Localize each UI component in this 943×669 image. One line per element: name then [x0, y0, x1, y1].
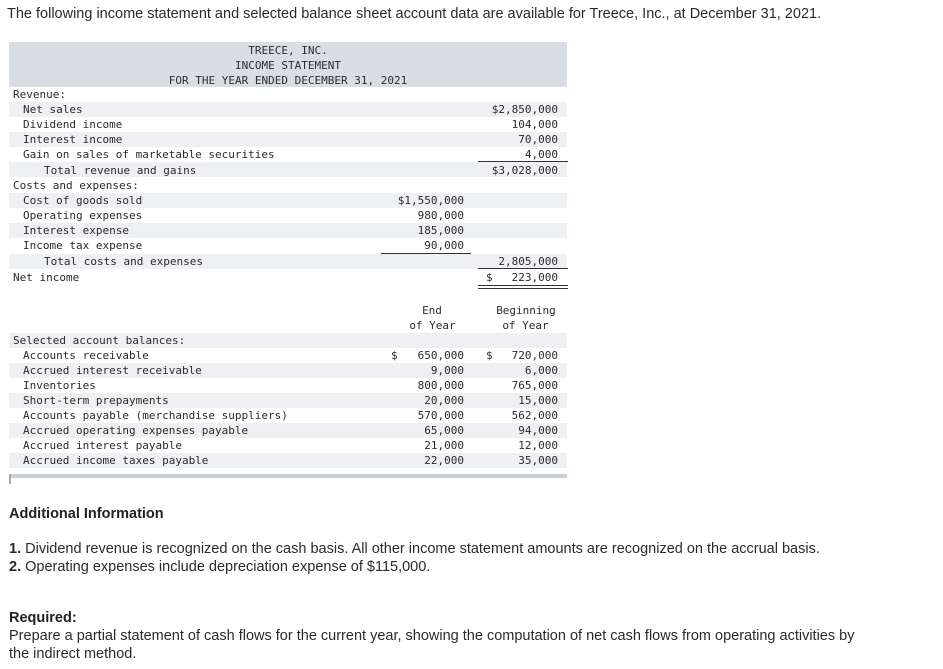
- balance-label: Short-term prepayments: [23, 394, 169, 407]
- total-revenue-label: Total revenue and gains: [44, 164, 197, 177]
- gain-securities-label: Gain on sales of marketable securities: [23, 148, 275, 161]
- additional-item-1: [9, 541, 820, 557]
- net-income-dollar: $: [486, 271, 493, 284]
- row-band: [9, 102, 567, 117]
- balance-end-value: 9,000: [430, 364, 464, 377]
- balance-end-value: 650,000: [417, 349, 464, 362]
- balance-beg-value: 6,000: [524, 364, 558, 377]
- additional-item-2: [9, 559, 430, 575]
- interest-expense-value: 185,000: [417, 224, 464, 237]
- end-dollar-sign: $: [391, 349, 398, 362]
- col-beg-header-2: of Year: [502, 319, 549, 332]
- balance-end-value: 21,000: [424, 439, 464, 452]
- balance-end-value: 22,000: [424, 454, 464, 467]
- interest-income-label: Interest income: [23, 133, 123, 146]
- balances-title: Selected account balances:: [13, 334, 186, 347]
- balance-label: Accounts payable (merchandise suppliers): [23, 409, 288, 422]
- balance-beg-value: 12,000: [518, 439, 558, 452]
- item-1-text: Dividend revenue is recognized on the cash basis. All other income statement amounts are recognized on the accrual basis.: [21, 541, 820, 557]
- item-2-number: 2.: [9, 559, 22, 575]
- required-line-1: Prepare a partial statement of cash flows for the current year, showing the computation of net cash flows from operating activities by: [9, 628, 855, 644]
- balance-beg-value: 720,000: [511, 349, 558, 362]
- table-bottom-edge: [9, 474, 11, 484]
- item-1-number: 1.: [9, 541, 22, 557]
- costs-subtotal-rule: [381, 253, 471, 254]
- tax-expense-value: 90,000: [424, 239, 464, 252]
- total-costs-value: 2,805,000: [498, 255, 558, 268]
- interest-income-value: 70,000: [518, 133, 558, 146]
- subtotal-rule: [478, 161, 568, 162]
- balance-label: Inventories: [23, 379, 96, 392]
- balance-end-value: 65,000: [424, 424, 464, 437]
- dividend-income-label: Dividend income: [23, 118, 123, 131]
- item-2-text: Operating expenses include depreciation expense of $115,000.: [21, 559, 431, 575]
- dividend-income-value: 104,000: [511, 118, 558, 131]
- required-title: Required:: [9, 610, 77, 626]
- opex-label: Operating expenses: [23, 209, 143, 222]
- net-sales-label: Net sales: [23, 103, 83, 116]
- col-beg-header-1: Beginning: [496, 304, 556, 317]
- cogs-label: Cost of goods sold: [23, 194, 143, 207]
- balance-end-value: 570,000: [417, 409, 464, 422]
- total-revenue-value: $3,028,000: [491, 164, 558, 177]
- double-rule-top: [478, 285, 568, 286]
- balance-label: Accrued interest payable: [23, 439, 182, 452]
- balance-beg-value: 562,000: [511, 409, 558, 422]
- table-bottom-bar: [9, 474, 567, 478]
- balance-end-value: 800,000: [417, 379, 464, 392]
- balance-label: Accounts receivable: [23, 349, 149, 362]
- opex-value: 980,000: [417, 209, 464, 222]
- net-income-value: 223,000: [511, 271, 558, 284]
- interest-expense-label: Interest expense: [23, 224, 129, 237]
- double-rule-bottom: [478, 288, 568, 289]
- statement-period: FOR THE YEAR ENDED DECEMBER 31, 2021: [168, 74, 408, 87]
- additional-title: Additional Information: [9, 506, 164, 522]
- required-line-2: the indirect method.: [9, 646, 137, 662]
- balance-beg-value: 94,000: [518, 424, 558, 437]
- total-costs-label: Total costs and expenses: [44, 255, 203, 268]
- cogs-value: $1,550,000: [397, 194, 464, 207]
- net-income-rule: [478, 268, 568, 269]
- net-sales-value: $2,850,000: [491, 103, 558, 116]
- tax-expense-label: Income tax expense: [23, 239, 143, 252]
- balance-label: Accrued income taxes payable: [23, 454, 209, 467]
- company-name: TREECE, INC.: [248, 44, 328, 57]
- costs-label: Costs and expenses:: [13, 179, 139, 192]
- revenue-label: Revenue:: [13, 88, 66, 101]
- balance-beg-value: 35,000: [518, 454, 558, 467]
- balance-label: Accrued interest receivable: [23, 364, 202, 377]
- gain-securities-value: 4,000: [524, 148, 558, 161]
- beg-dollar-sign: $: [486, 349, 493, 362]
- statement-name: INCOME STATEMENT: [235, 59, 341, 72]
- balance-end-value: 20,000: [424, 394, 464, 407]
- col-end-header-2: of Year: [409, 319, 456, 332]
- balance-label: Accrued operating expenses payable: [23, 424, 249, 437]
- col-end-header-1: End: [422, 304, 442, 317]
- balance-beg-value: 15,000: [518, 394, 558, 407]
- net-income-label: Net income: [13, 271, 80, 284]
- intro-text: The following income statement and selected balance sheet account data are available for Treece, Inc., at December 31, 2021.: [7, 6, 822, 22]
- balance-beg-value: 765,000: [511, 379, 558, 392]
